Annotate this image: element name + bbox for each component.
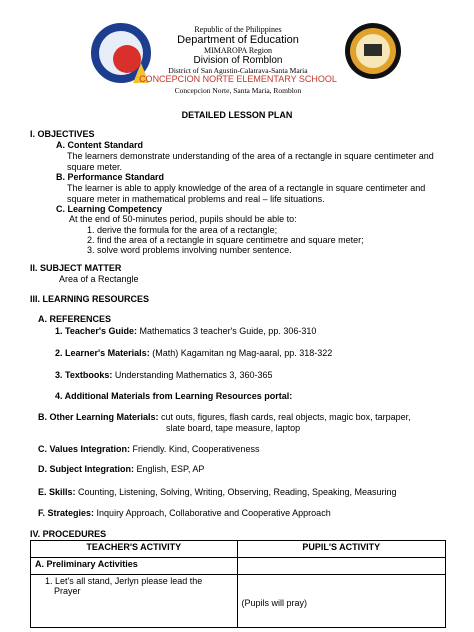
textbooks-label: 3. Textbooks: — [55, 370, 113, 380]
other-materials-value: cut outs, figures, flash cards, real objects, magic box, tarpaper, — [161, 412, 411, 422]
competency-item: 1. derive the formula for the area of a rectangle; — [87, 225, 278, 235]
teachers-guide-value: Mathematics 3 teacher's Guide, pp. 306-310 — [139, 326, 317, 336]
pupil-activity-header: PUPIL'S ACTIVITY — [237, 541, 445, 558]
empty-cell — [237, 558, 445, 575]
performance-standard-text-cont: square meter in mathematical problems and real – life situations. — [67, 194, 325, 204]
header-department: Department of Education — [177, 34, 299, 46]
learners-materials-value: (Math) Kagamitan ng Mag-aaral, pp. 318-322 — [152, 348, 333, 358]
competency-item: 2. find the area of a rectangle in square centimetre and square meter; — [87, 235, 364, 245]
strategies-value: Inquiry Approach, Collaborative and Cooperative Approach — [96, 508, 331, 518]
teacher-activity-text: 1. Let's all stand, Jerlyn please lead the — [45, 576, 203, 586]
header-division: Division of Romblon — [193, 55, 283, 66]
content-standard-text: The learners demonstrate understanding of the area of a rectangle in square centimeter and — [67, 151, 434, 161]
strategies-line — [38, 508, 331, 519]
strategies-label: F. Strategies: — [38, 508, 95, 518]
subject-integration-label: D. Subject Integration: — [38, 464, 135, 474]
values-integration-label: C. Values Integration: — [38, 444, 131, 454]
learning-competency-heading: C. Learning Competency — [56, 204, 163, 214]
skills-line — [38, 487, 397, 498]
textbooks-line — [55, 370, 272, 381]
objectives-heading: I. OBJECTIVES — [30, 129, 95, 139]
header-school: CONCEPCION NORTE ELEMENTARY SCHOOL — [139, 74, 337, 84]
other-materials-label: B. Other Learning Materials: — [38, 412, 159, 422]
content-standard-text-cont: square meter. — [67, 162, 123, 172]
subject-matter-text: Area of a Rectangle — [59, 274, 139, 284]
learners-materials-line — [55, 348, 332, 359]
learners-materials-label: 2. Learner's Materials: — [55, 348, 150, 358]
performance-standard-heading: B. Performance Standard — [56, 172, 165, 182]
teachers-guide-label: 1. Teacher's Guide: — [55, 326, 138, 336]
teachers-guide-line — [55, 326, 316, 337]
competency-item: 3. solve word problems involving number sentence. — [87, 245, 292, 255]
document-title: DETAILED LESSON PLAN — [181, 110, 293, 120]
header-district: District of San Agustin-Calatrava-Santa Maria — [168, 66, 308, 75]
teacher-activity-text-cont: Prayer — [54, 586, 81, 596]
references-heading: A. REFERENCES — [38, 314, 112, 324]
skills-label: E. Skills: — [38, 487, 76, 497]
pupil-activity-text: (Pupils will pray) — [241, 598, 308, 608]
header-region: MIMAROPA Region — [204, 46, 272, 55]
table-row — [31, 575, 446, 628]
teacher-activity-header: TEACHER'S ACTIVITY — [31, 541, 238, 558]
other-materials-line — [38, 412, 411, 423]
additional-materials-label: 4. Additional Materials from Learning Resources portal: — [55, 391, 293, 401]
learning-resources-heading: III. LEARNING RESOURCES — [30, 294, 150, 304]
values-integration-line — [38, 444, 259, 455]
preliminary-activities-cell: A. Preliminary Activities — [31, 558, 238, 575]
textbooks-value: Understanding Mathematics 3, 360-365 — [114, 370, 273, 380]
procedures-heading: IV. PROCEDURES — [30, 529, 107, 539]
header-address: Concepcion Norte, Santa Maria, Romblon — [174, 86, 302, 95]
pupil-activity-cell — [237, 575, 445, 628]
header-republic: Republic of the Philippines — [194, 25, 282, 34]
table-row — [31, 558, 446, 575]
performance-standard-text: The learner is able to apply knowledge of the area of a rectangle in square centimeter and — [67, 183, 426, 193]
teacher-activity-cell — [31, 575, 238, 628]
subject-integration-line — [38, 464, 204, 475]
values-integration-value: Friendly. Kind, Cooperativeness — [132, 444, 260, 454]
table-header-row — [31, 541, 446, 558]
other-materials-value-cont: slate board, tape measure, laptop — [166, 423, 301, 433]
subject-integration-value: English, ESP, AP — [136, 464, 205, 474]
procedures-table — [30, 540, 446, 628]
subject-matter-heading: II. SUBJECT MATTER — [30, 263, 122, 273]
skills-value: Counting, Listening, Solving, Writing, Observing, Reading, Speaking, Measuring — [78, 487, 397, 497]
content-standard-heading: A. Content Standard — [56, 140, 143, 150]
learning-competency-intro: At the end of 50-minutes period, pupils should be able to: — [69, 214, 297, 224]
